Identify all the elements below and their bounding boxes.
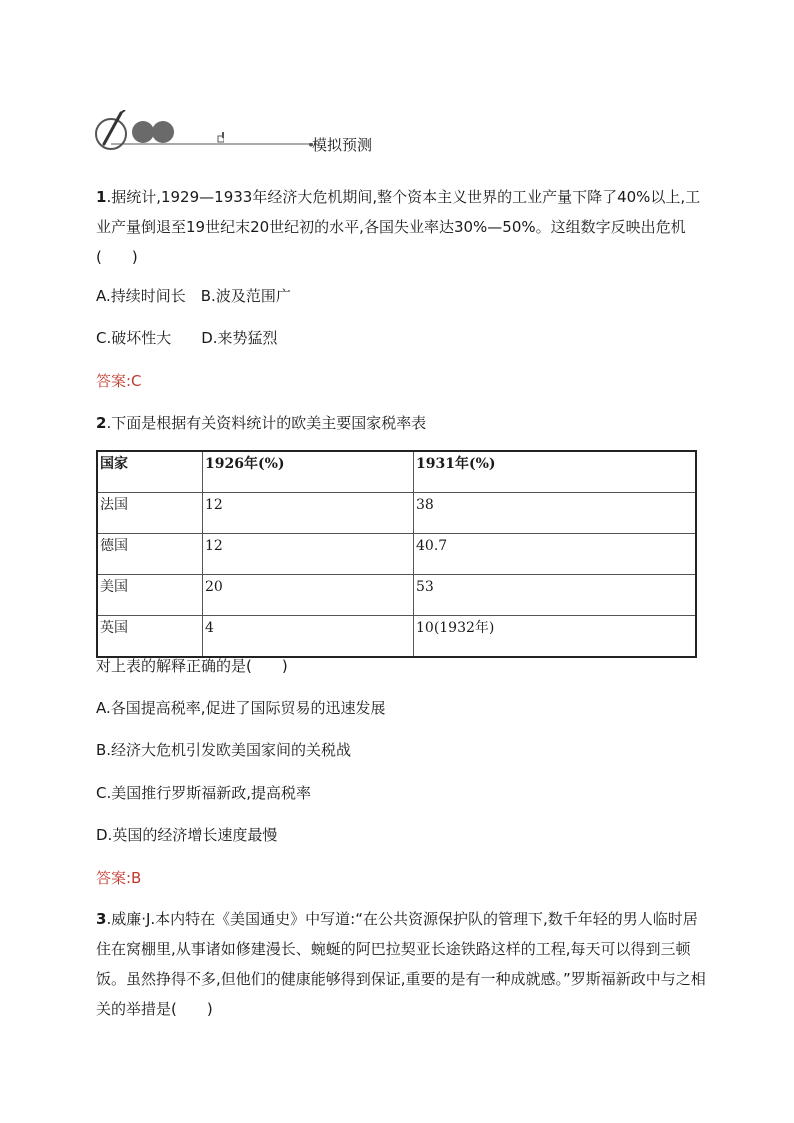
table-row [97, 534, 696, 575]
table-header-row [97, 451, 696, 493]
tax-rate-table [96, 450, 697, 658]
table-cell: 美国 [97, 575, 203, 616]
table-row [97, 616, 696, 658]
table-cell: 德国 [97, 534, 203, 575]
table-cell: 4 [203, 616, 414, 658]
question-2 [96, 408, 706, 438]
table-header-cell: 1931年(%) [414, 451, 697, 493]
header-rule [224, 143, 314, 147]
table-cell: 12 [203, 493, 414, 534]
section-title: 模拟预测 [312, 136, 373, 154]
question-number: 2 [96, 414, 107, 432]
table-cell: 53 [414, 575, 697, 616]
question-2-option-b: B.经济大危机引发欧美国家间的关税战 [96, 741, 352, 759]
table-header-cell: 国家 [97, 451, 203, 493]
question-text: .下面是根据有关资料统计的欧美主要国家税率表 [106, 414, 427, 432]
section-logo-icon [94, 110, 224, 158]
table-cell: 英国 [97, 616, 203, 658]
question-1 [96, 182, 706, 272]
question-1-options-ab: A.持续时间长 B.波及范围广 [96, 287, 291, 305]
question-2-option-a: A.各国提高税率,促进了国际贸易的迅速发展 [96, 699, 386, 717]
question-2-prompt: 对上表的解释正确的是( ) [96, 657, 288, 675]
table-cell: 38 [414, 493, 697, 534]
table-cell: 10(1932年) [414, 616, 697, 658]
table-row [97, 575, 696, 616]
table-cell: 20 [203, 575, 414, 616]
section-header [94, 110, 394, 160]
question-3 [96, 904, 706, 1024]
table-cell: 40.7 [414, 534, 697, 575]
table-header-cell: 1926年(%) [203, 451, 414, 493]
question-1-options-cd: C.破坏性大 D.来势猛烈 [96, 329, 278, 347]
table-row [97, 493, 696, 534]
table-cell: 12 [203, 534, 414, 575]
question-text: .威廉·J.本内特在《美国通史》中写道:“在公共资源保护队的管理下,数千年轻的男人临时居住在窝棚里,从事诸如修建漫长、蜿蜒的阿巴拉契亚长途铁路这样的工程,每天可以得到三顿饭。虽然挣得不多,但他们的健康能够得到保证,重要的是有一种成就感。”罗斯福新政中与之相关的举措是( ) [96, 910, 706, 1018]
question-number: 1 [96, 188, 107, 206]
question-2-option-c: C.美国推行罗斯福新政,提高税率 [96, 784, 312, 802]
question-text: .据统计,1929—1933年经济大危机期间,整个资本主义世界的工业产量下降了40%以上,工业产量倒退至19世纪末20世纪初的水平,各国失业率达30%—50%。这组数字反映出危机( ) [96, 188, 701, 266]
question-2-option-d: D.英国的经济增长速度最慢 [96, 826, 278, 844]
question-1-answer: 答案:C [96, 372, 142, 390]
table-cell: 法国 [97, 493, 203, 534]
question-number: 3 [96, 910, 107, 928]
question-2-answer: 答案:B [96, 869, 142, 887]
